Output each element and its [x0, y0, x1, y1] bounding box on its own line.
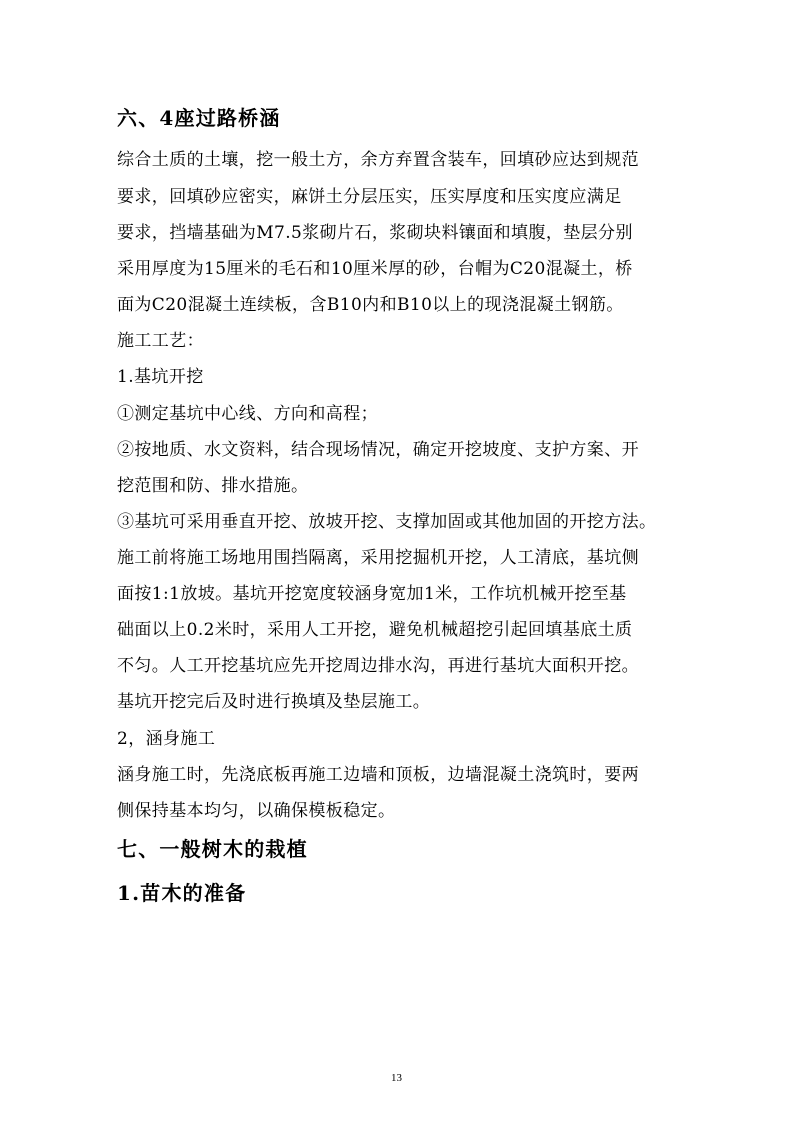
paragraph-line: 挖范围和防、排水措施。 — [117, 476, 309, 496]
subheading-construction-process: 施工工艺： — [117, 331, 204, 351]
section-heading-tree-planting: 七、一般树木的栽植 — [117, 837, 308, 861]
list-item: ②按地质、水文资料，结合现场情况，确定开挖坡度、支护方案、开 — [117, 440, 639, 460]
paragraph-line: 不匀。人工开挖基坑应先开挖周边排水沟，再进行基坑大面积开挖。 — [117, 656, 639, 676]
list-item: ③基坑可采用垂直开挖、放坡开挖、支撑加固或其他加固的开挖方法。 — [117, 512, 657, 532]
paragraph-line: 要求，回填砂应密实，麻饼土分层压实，压实厚度和压实度应满足 — [117, 187, 622, 207]
subheading-culvert-body-construction: 2，涵身施工 — [117, 729, 216, 749]
paragraph-line: 侧保持基本均匀，以确保模板稳定。 — [117, 801, 396, 821]
paragraph-line: 施工前将施工场地用围挡隔离，采用挖掘机开挖，人工清底，基坑侧 — [117, 548, 639, 568]
section-heading-bridge-culvert: 六、4座过路桥涵 — [117, 106, 281, 130]
paragraph-line: 面为C20混凝土连续板，含B10内和B10以上的现浇混凝土钢筋。 — [117, 295, 624, 315]
paragraph-line: 基坑开挖完后及时进行换填及垫层施工。 — [117, 692, 431, 712]
page-number: 13 — [391, 1072, 402, 1084]
subheading-foundation-pit-excavation: 1.基坑开挖 — [117, 367, 204, 387]
subheading-seedling-preparation: 1.苗木的准备 — [117, 881, 247, 905]
list-item: ①测定基坑中心线、方向和高程； — [117, 404, 378, 424]
paragraph-line: 要求，挡墙基础为M7.5浆砌片石，浆砌块料镶面和填腹，垫层分别 — [117, 223, 633, 243]
paragraph-line: 面按1:1放坡。基坑开挖宽度较涵身宽加1米，工作坑机械开挖至基 — [117, 584, 627, 604]
paragraph-line: 综合土质的土壤，挖一般土方，余方弃置含装车，回填砂应达到规范 — [117, 150, 639, 170]
paragraph-line: 涵身施工时，先浇底板再施工边墙和顶板，边墙混凝土浇筑时，要两 — [117, 765, 639, 785]
paragraph-line: 采用厚度为15厘米的毛石和10厘米厚的砂，台帽为C20混凝土，桥 — [117, 259, 633, 279]
paragraph-line: 础面以上0.2米时，采用人工开挖，避免机械超挖引起回填基底土质 — [117, 620, 633, 640]
